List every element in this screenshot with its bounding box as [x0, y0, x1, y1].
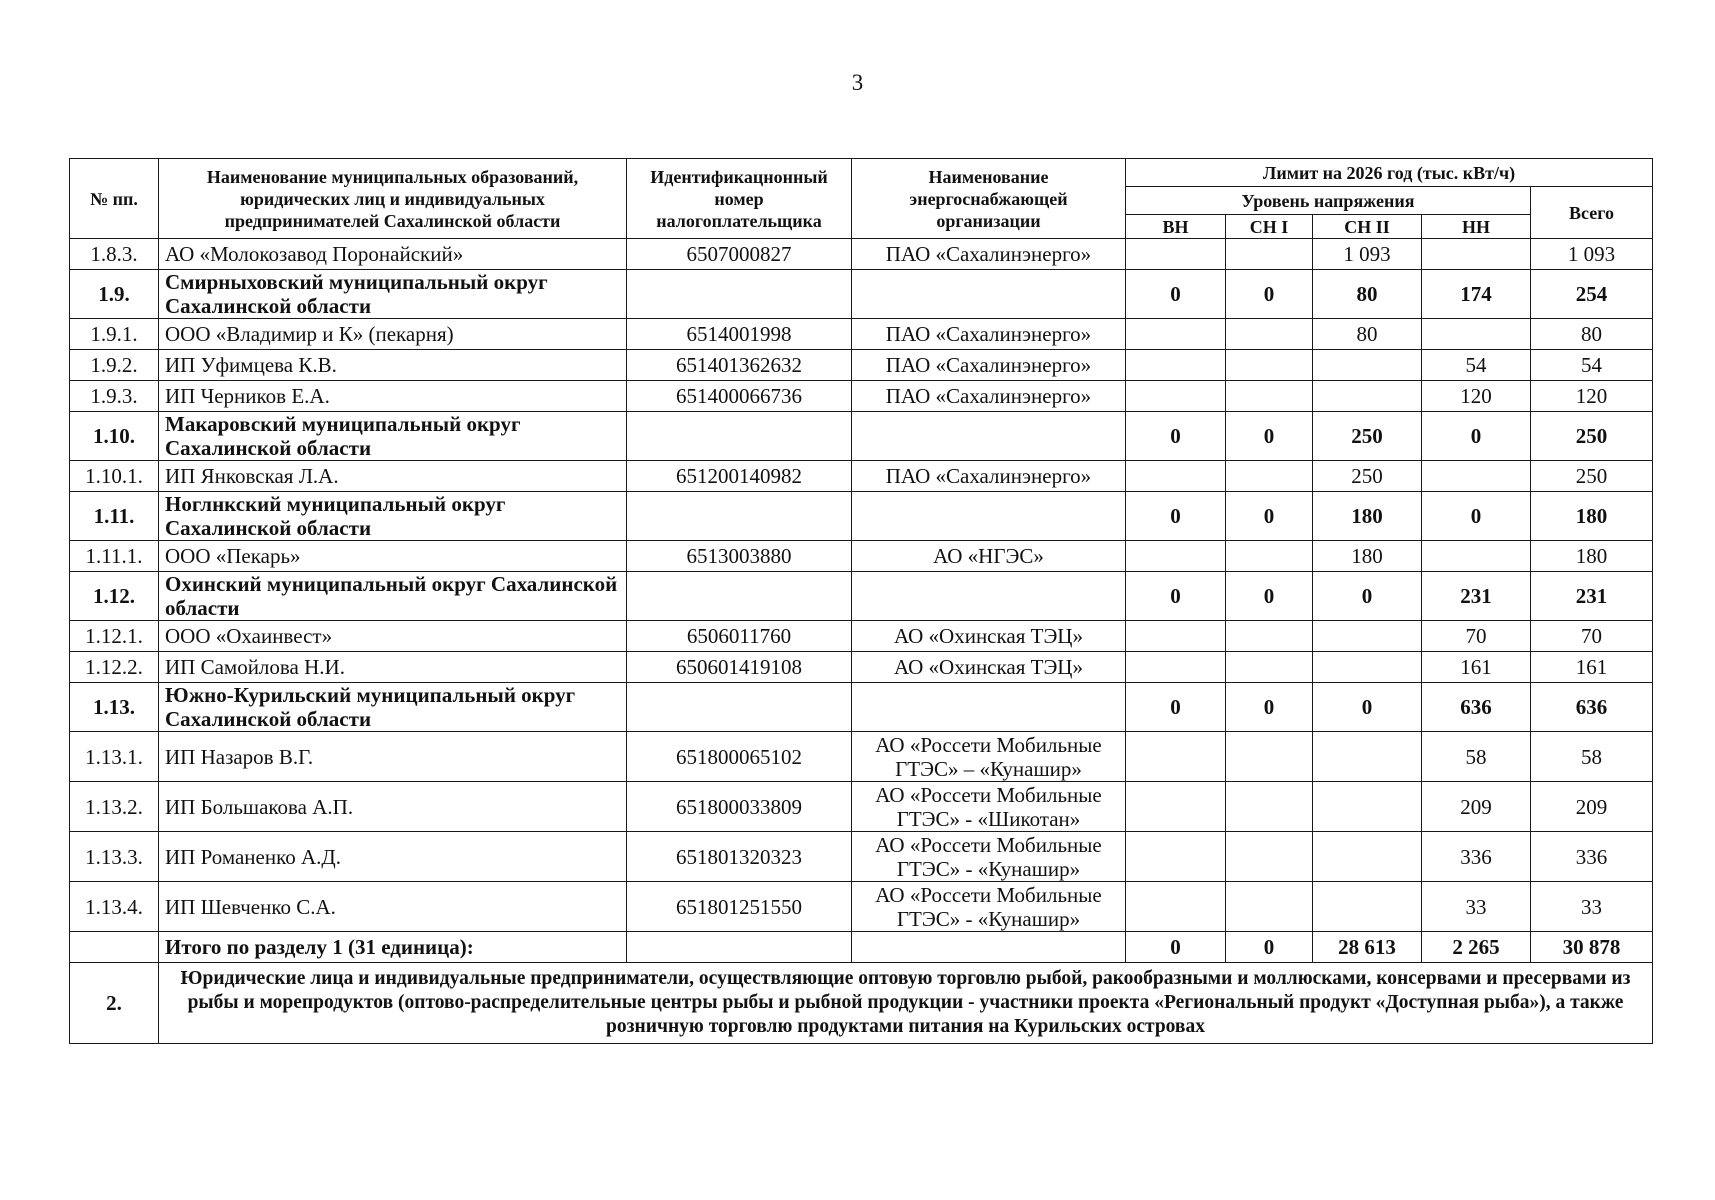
row-nn: [1422, 541, 1531, 572]
row-total: 636: [1531, 683, 1653, 732]
row-inn: 6507000827: [627, 239, 852, 270]
row-supplier: [852, 492, 1126, 541]
row-inn: 651801320323: [627, 832, 852, 882]
row-inn: [627, 412, 852, 461]
row-inn: 6513003880: [627, 541, 852, 572]
row-name: ИП Янковская Л.А.: [159, 461, 627, 492]
row-no: 1.13.1.: [70, 732, 159, 782]
row-inn: 651401362632: [627, 350, 852, 381]
section-no: 2.: [70, 963, 159, 1044]
row-name: ИП Романенко А.Д.: [159, 832, 627, 882]
row-sn1: [1226, 782, 1313, 832]
row-supplier: ПАО «Сахалинэнерго»: [852, 350, 1126, 381]
row-no: 1.9.: [70, 270, 159, 319]
row-inn: 651801251550: [627, 882, 852, 932]
row-total: 254: [1531, 270, 1653, 319]
row-total: 58: [1531, 732, 1653, 782]
row-vn: 0: [1126, 572, 1226, 621]
total-sn1: 0: [1226, 932, 1313, 963]
row-supplier: АО «Россети Мобильные ГТЭС» – «Кунашир»: [852, 732, 1126, 782]
table-row: [70, 652, 1653, 683]
row-sn1: 0: [1226, 492, 1313, 541]
row-nn: [1422, 239, 1531, 270]
row-sn1: [1226, 732, 1313, 782]
header-limit: Лимит на 2026 год (тыс. кВт/ч): [1126, 159, 1653, 187]
header-inn: Идентификацнонный номер налогоплательщика: [627, 159, 852, 239]
row-name: Охинский муниципальный округ Сахалинской области: [159, 572, 627, 621]
table-row-group: [70, 683, 1653, 732]
row-vn: [1126, 782, 1226, 832]
row-total: 336: [1531, 832, 1653, 882]
total-row: [70, 932, 1653, 963]
total-label: Итого по разделу 1 (31 единица):: [159, 932, 627, 963]
table-row: [70, 732, 1653, 782]
row-sn2: [1313, 832, 1422, 882]
row-no: 1.8.3.: [70, 239, 159, 270]
row-total: 180: [1531, 541, 1653, 572]
total-supplier-cell: [852, 932, 1126, 963]
row-vn: [1126, 319, 1226, 350]
page-number: 3: [851, 70, 864, 95]
row-supplier: [852, 683, 1126, 732]
total-sn2: 28 613: [1313, 932, 1422, 963]
row-vn: [1126, 832, 1226, 882]
header-no: № пп.: [70, 159, 159, 239]
row-nn: 0: [1422, 412, 1531, 461]
row-inn: 651400066736: [627, 381, 852, 412]
row-supplier: [852, 572, 1126, 621]
row-inn: [627, 683, 852, 732]
row-name: АО «Молокозавод Поронайский»: [159, 239, 627, 270]
row-vn: 0: [1126, 683, 1226, 732]
row-sn2: [1313, 381, 1422, 412]
header-sn2: СН II: [1313, 215, 1422, 239]
row-total: 180: [1531, 492, 1653, 541]
row-total: 161: [1531, 652, 1653, 683]
row-sn1: [1226, 621, 1313, 652]
row-total: 1 093: [1531, 239, 1653, 270]
table-row-group: [70, 492, 1653, 541]
row-total: 231: [1531, 572, 1653, 621]
row-no: 1.12.1.: [70, 621, 159, 652]
row-sn1: [1226, 350, 1313, 381]
row-sn1: 0: [1226, 683, 1313, 732]
header-supplier: Наименование энергоснабжающей организации: [852, 159, 1126, 239]
table-row: [70, 621, 1653, 652]
row-vn: [1126, 350, 1226, 381]
header-vn: ВН: [1126, 215, 1226, 239]
table-row: [70, 381, 1653, 412]
row-total: 33: [1531, 882, 1653, 932]
row-sn1: [1226, 319, 1313, 350]
row-no: 1.12.: [70, 572, 159, 621]
row-vn: 0: [1126, 270, 1226, 319]
row-total: 250: [1531, 461, 1653, 492]
row-vn: 0: [1126, 412, 1226, 461]
row-sn2: 80: [1313, 270, 1422, 319]
table-body: [70, 239, 1653, 1044]
row-total: 80: [1531, 319, 1653, 350]
row-inn: 651800033809: [627, 782, 852, 832]
row-sn2: [1313, 732, 1422, 782]
row-sn1: 0: [1226, 270, 1313, 319]
row-no: 1.9.1.: [70, 319, 159, 350]
row-vn: [1126, 621, 1226, 652]
row-no: 1.13.: [70, 683, 159, 732]
table-row: [70, 541, 1653, 572]
row-supplier: АО «Охинская ТЭЦ»: [852, 652, 1126, 683]
row-vn: [1126, 461, 1226, 492]
row-supplier: АО «Россети Мобильные ГТЭС» - «Кунашир»: [852, 832, 1126, 882]
row-sn2: [1313, 782, 1422, 832]
row-name: ООО «Пекарь»: [159, 541, 627, 572]
row-sn2: [1313, 350, 1422, 381]
row-no: 1.10.1.: [70, 461, 159, 492]
row-name: ИП Назаров В.Г.: [159, 732, 627, 782]
row-inn: [627, 572, 852, 621]
header-name: Наименование муниципальных образований, юридических лиц и индивидуальных предпринимателей Сахалинской области: [159, 159, 627, 239]
row-supplier: ПАО «Сахалинэнерго»: [852, 319, 1126, 350]
row-sn1: 0: [1226, 572, 1313, 621]
row-sn1: [1226, 461, 1313, 492]
row-sn2: 250: [1313, 412, 1422, 461]
row-supplier: ПАО «Сахалинэнерго»: [852, 461, 1126, 492]
header-total: Всего: [1531, 187, 1653, 239]
row-nn: 231: [1422, 572, 1531, 621]
row-vn: [1126, 882, 1226, 932]
row-sn2: 80: [1313, 319, 1422, 350]
row-supplier: ПАО «Сахалинэнерго»: [852, 239, 1126, 270]
row-name: ИП Черников Е.А.: [159, 381, 627, 412]
row-nn: [1422, 461, 1531, 492]
row-nn: 58: [1422, 732, 1531, 782]
row-name: ИП Самойлова Н.И.: [159, 652, 627, 683]
row-sn2: [1313, 882, 1422, 932]
row-sn2: 180: [1313, 492, 1422, 541]
header-nn: НН: [1422, 215, 1531, 239]
row-supplier: [852, 270, 1126, 319]
row-supplier: [852, 412, 1126, 461]
table-row: [70, 882, 1653, 932]
total-total: 30 878: [1531, 932, 1653, 963]
row-inn: 650601419108: [627, 652, 852, 683]
row-no: 1.13.2.: [70, 782, 159, 832]
header-sn1: СН I: [1226, 215, 1313, 239]
table-row-group: [70, 412, 1653, 461]
row-nn: 33: [1422, 882, 1531, 932]
row-inn: [627, 492, 852, 541]
row-name: ООО «Охаинвест»: [159, 621, 627, 652]
row-total: 120: [1531, 381, 1653, 412]
row-nn: [1422, 319, 1531, 350]
total-no-cell: [70, 932, 159, 963]
row-total: 209: [1531, 782, 1653, 832]
table-row: [70, 461, 1653, 492]
row-no: 1.9.3.: [70, 381, 159, 412]
row-sn2: 0: [1313, 572, 1422, 621]
row-nn: 120: [1422, 381, 1531, 412]
row-sn1: [1226, 541, 1313, 572]
row-sn1: [1226, 239, 1313, 270]
row-total: 54: [1531, 350, 1653, 381]
header-voltage-level: Уровень напряжения: [1126, 187, 1531, 215]
row-vn: [1126, 239, 1226, 270]
row-name: Южно-Курильский муниципальный округ Сахалинской области: [159, 683, 627, 732]
row-no: 1.13.3.: [70, 832, 159, 882]
row-sn2: 0: [1313, 683, 1422, 732]
row-no: 1.12.2.: [70, 652, 159, 683]
row-inn: 651800065102: [627, 732, 852, 782]
row-sn2: [1313, 621, 1422, 652]
row-sn2: 250: [1313, 461, 1422, 492]
row-vn: [1126, 732, 1226, 782]
row-no: 1.9.2.: [70, 350, 159, 381]
row-sn2: 180: [1313, 541, 1422, 572]
row-total: 70: [1531, 621, 1653, 652]
row-name: Ноглнкский муниципальный округ Сахалинской области: [159, 492, 627, 541]
row-sn1: [1226, 652, 1313, 683]
row-supplier: АО «НГЭС»: [852, 541, 1126, 572]
row-inn: 6506011760: [627, 621, 852, 652]
row-name: ИП Шевченко С.А.: [159, 882, 627, 932]
table-row-group: [70, 270, 1653, 319]
row-total: 250: [1531, 412, 1653, 461]
row-name: ИП Уфимцева К.В.: [159, 350, 627, 381]
table-row: [70, 350, 1653, 381]
row-sn1: [1226, 381, 1313, 412]
row-sn1: [1226, 882, 1313, 932]
row-nn: 0: [1422, 492, 1531, 541]
total-vn: 0: [1126, 932, 1226, 963]
row-nn: 161: [1422, 652, 1531, 683]
row-name: ООО «Владимир и К» (пекарня): [159, 319, 627, 350]
section-title: Юридические лица и индивидуальные предприниматели, осуществляющие оптовую торговлю рыбой, ракообразными и моллюсками, консервами и пресервами из рыбы и морепродуктов (оптово-распределительные центры рыбы и рыбной продукции - участники проекта «Региональный продукт «Доступная рыба»), а также розничную торговлю продуктами питания на Курильских островах: [159, 963, 1653, 1044]
row-vn: [1126, 541, 1226, 572]
row-sn2: [1313, 652, 1422, 683]
total-nn: 2 265: [1422, 932, 1531, 963]
limits-table: [69, 158, 1653, 1044]
row-name: Смирныховский муниципальный округ Сахалинской области: [159, 270, 627, 319]
table-header: [70, 159, 1653, 239]
row-nn: 636: [1422, 683, 1531, 732]
row-supplier: АО «Охинская ТЭЦ»: [852, 621, 1126, 652]
row-vn: [1126, 381, 1226, 412]
row-nn: 70: [1422, 621, 1531, 652]
row-no: 1.11.: [70, 492, 159, 541]
row-no: 1.10.: [70, 412, 159, 461]
table-row: [70, 782, 1653, 832]
table-row: [70, 239, 1653, 270]
table-row-group: [70, 572, 1653, 621]
row-supplier: АО «Россети Мобильные ГТЭС» - «Шикотан»: [852, 782, 1126, 832]
row-sn2: 1 093: [1313, 239, 1422, 270]
row-vn: [1126, 652, 1226, 683]
row-nn: 174: [1422, 270, 1531, 319]
row-name: ИП Большакова А.П.: [159, 782, 627, 832]
row-inn: [627, 270, 852, 319]
row-inn: 651200140982: [627, 461, 852, 492]
row-nn: 336: [1422, 832, 1531, 882]
row-nn: 209: [1422, 782, 1531, 832]
section-row: [70, 963, 1653, 1044]
row-no: 1.13.4.: [70, 882, 159, 932]
row-no: 1.11.1.: [70, 541, 159, 572]
total-inn-cell: [627, 932, 852, 963]
row-sn1: 0: [1226, 412, 1313, 461]
table-row: [70, 832, 1653, 882]
row-supplier: ПАО «Сахалинэнерго»: [852, 381, 1126, 412]
row-vn: 0: [1126, 492, 1226, 541]
row-sn1: [1226, 832, 1313, 882]
row-nn: 54: [1422, 350, 1531, 381]
row-inn: 6514001998: [627, 319, 852, 350]
table-row: [70, 319, 1653, 350]
row-supplier: АО «Россети Мобильные ГТЭС» - «Кунашир»: [852, 882, 1126, 932]
row-name: Макаровский муниципальный округ Сахалинской области: [159, 412, 627, 461]
